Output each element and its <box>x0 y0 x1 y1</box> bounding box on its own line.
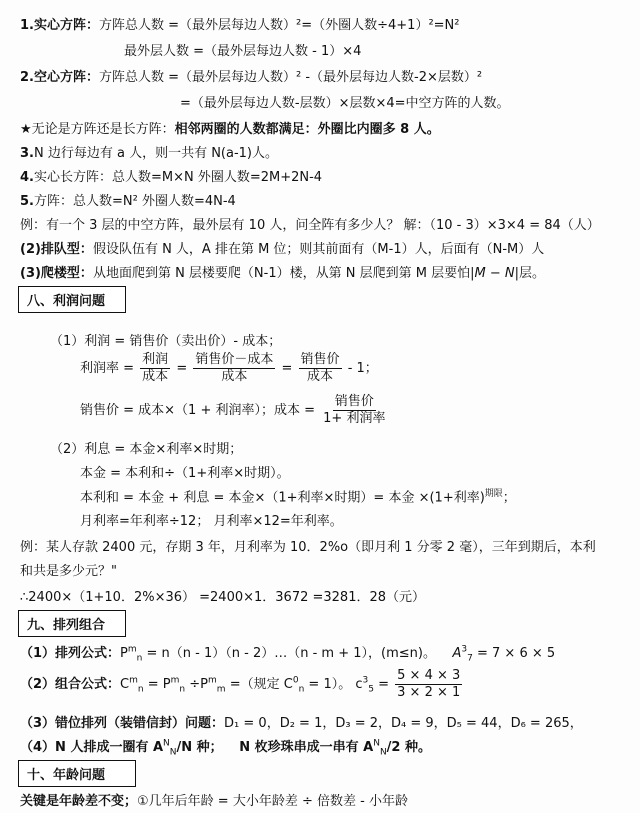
sale-price-formula <box>80 394 389 427</box>
hollow-square-title: 2.空心方阵： <box>20 70 99 85</box>
combination-example-fraction <box>395 668 462 701</box>
queue-type-text: 假设队伍有 N 人，A 排在第 M 位；则其前面有（M-1）人，后面有（N-M）人 <box>92 242 545 257</box>
age-after: ①几年后年龄 = 大小年龄差 ÷ 倍数差 - 小年龄 <box>137 794 408 809</box>
circle-text4: /2 种。 <box>386 740 431 755</box>
section-10-header: 十、年龄问题 <box>18 760 136 787</box>
example-deposit-solution: ∴2400×（1+10．2%×36） =2400×1．3672 =3281．28（元） <box>20 590 426 605</box>
fraction-denominator: 3 × 2 × 1 <box>397 685 461 700</box>
point-3-num: 3. <box>20 146 34 161</box>
stairs-type-end: 层。 <box>518 266 545 281</box>
solid-square-title: 1.实心方阵： <box>20 18 99 33</box>
circular-arrangement: （4）N 人排成一圈有 $A^N_N/N$ 种； N 枚珍珠串成一串有 $A^N_N/2$ 种。 <box>20 738 431 758</box>
age-key: 关键是年龄差不变； <box>20 794 138 809</box>
star-note <box>20 118 440 137</box>
circle-text3: N 枚珍珠串成一串有 A <box>239 740 374 755</box>
fraction-numerator: 销售价 <box>334 394 374 409</box>
combination-text5: = <box>378 677 390 692</box>
fraction-denominator: 成本 <box>142 369 169 384</box>
point-3-text: N 边行每边有 a 人，则一共有 N(a-1)人。 <box>33 146 279 161</box>
hollow-square-formula1: 方阵总人数 =（最外层每边人数）² -（最外层每边人数-2×层数）² <box>98 70 483 85</box>
interest-def: （2）利息 = 本金×利率×时期； <box>50 442 243 457</box>
permutation-text: = n（n - 1）（n - 2）…（n - m + 1），(m≤n)。 <box>146 646 436 661</box>
point-4-num: 4. <box>20 170 34 185</box>
hollow-square-formula2: =（最外层每边人数-层数）×层数×4=中空方阵的人数。 <box>180 96 510 111</box>
section-8-header: 八、利润问题 <box>18 286 126 313</box>
monthly-rate-formula: 月利率=年利率÷12； 月利率×12=年利率。 <box>80 514 343 529</box>
example-hollow-square: 例：有一个 3 层的中空方阵，最外层有 10 人，问全阵有多少人？ 解：（10 - 3）×3×4 = 84（人） <box>20 218 600 233</box>
fraction-denominator: 成本 <box>221 369 248 384</box>
solid-square-formula2: 最外层人数 =（最外层每边人数 - 1）×4 <box>124 44 362 59</box>
combination-text2: ÷P <box>189 677 209 692</box>
profit-def: （1）利润 = 销售价（卖出价）- 成本； <box>50 334 282 349</box>
fraction-cost <box>321 394 387 427</box>
queue-type <box>20 238 544 257</box>
section-9-header: 九、排列组合 <box>18 610 126 637</box>
point-4 <box>20 166 322 185</box>
combination-text3: =（规定 C <box>229 677 293 692</box>
solid-square-formula1: 方阵总人数 =（最外层每边人数）²=（外圈人数÷4+1）²=N² <box>98 18 460 33</box>
derangement-title: （3）错位排列（装错信封）问题： <box>20 716 225 731</box>
fraction-denominator: 1+ 利润率 <box>323 411 386 426</box>
point-3 <box>20 142 278 161</box>
principal-formula: 本金 = 本利和÷（1+利率×时期）。 <box>80 466 290 481</box>
stairs-type-title: (3)爬楼型： <box>20 266 93 281</box>
combination-title: （2）组合公式： <box>20 677 121 692</box>
age-key-line <box>20 790 408 809</box>
total-formula-sup: 期限 <box>484 489 503 499</box>
profit-rate-label: 利润率 = <box>80 361 135 376</box>
star-note-rule: 相邻两圈的人数都满足：外圈比内圈多 8 人。 <box>174 122 440 137</box>
stairs-type <box>20 262 545 281</box>
total-formula-end: ； <box>502 490 516 506</box>
fraction-numerator: 销售价－成本 <box>195 352 274 367</box>
permutation-example-symbol: A <box>452 646 462 661</box>
solid-square-line1 <box>20 14 459 33</box>
fraction-numerator: 销售价 <box>300 352 340 367</box>
permutation-symbol: P <box>120 646 128 661</box>
point-4-text: 实心长方阵：总人数=M×N 外圈人数=2M+2N-4 <box>33 170 323 185</box>
combination-text1: = P <box>147 677 171 692</box>
fraction-sale-minus-cost <box>193 352 275 385</box>
star-note-lead: ★无论是方阵还是长方阵： <box>20 122 175 137</box>
point-5 <box>20 190 236 209</box>
point-5-text: 方阵：总人数=N² 外圈人数=4N-4 <box>33 194 236 209</box>
combination-formula: （2）组合公式：$C^m_n = P^m_n \div P^m_m$ =（规定 $C^0_n = 1$）。 $c^3_5$ = $\frac{5 \times 4 \times 3}{3 \times 2 \times 1}$ <box>20 668 461 700</box>
example-deposit-line1: 例：某人存款 2400 元，存期 3 年，月利率为 10．2%o（即月利 1 分零 2 毫），三年到期后，本利 <box>20 540 596 555</box>
profit-rate-formula: 利润率 = $\frac{\text{利润}}{\text{成本}}$ = $\frac{\text{销售价－成本}}{\text{成本}}$ = $\frac{\text{销售价}}{\text{成本}}$ - 1； <box>80 352 378 384</box>
derangement-values: D₁ = 0，D₂ = 1，D₃ = 2，D₄ = 9，D₅ = 44，D₆ = 265， <box>224 716 583 731</box>
fraction-profit-cost <box>140 352 170 385</box>
hollow-square-line1 <box>20 66 482 85</box>
combination-symbol: C <box>120 677 130 692</box>
combination-text4: = 1）。 c <box>308 677 363 692</box>
queue-type-title: (2)排队型： <box>20 242 93 257</box>
point-5-num: 5. <box>20 194 34 209</box>
fraction-numerator: 利润 <box>142 352 169 367</box>
profit-rate-tail: - 1； <box>347 361 378 376</box>
sale-price-text: 销售价 = 成本×（1 + 利润率）；成本 = <box>80 403 316 418</box>
circle-text1: （4）N 人排成一圈有 A <box>20 740 164 755</box>
stairs-type-text: 从地面爬到第 N 层楼要爬（N-1）楼，从第 N 层爬到第 M 层要怕 <box>92 266 471 281</box>
fraction-numerator: 5 × 4 × 3 <box>397 668 461 683</box>
derangement <box>20 712 583 731</box>
example-deposit-line2: 和共是多少元？" <box>20 564 117 579</box>
permutation-example: = 7 × 6 × 5 <box>477 646 556 661</box>
fraction-sale-cost <box>299 352 342 385</box>
total-formula <box>80 486 516 505</box>
permutation-title: （1）排列公式： <box>20 646 121 661</box>
circle-text2: /N 种； <box>176 740 223 755</box>
permutation-formula: （1）排列公式：$P^m_n = n(n - 1)(n$ - 2）…（n - m + 1），(m≤n)。 $A^3_7 = 7 \times 6 \times 5$ <box>20 644 556 664</box>
total-formula-text: 本利和 = 本金 + 利息 = 本金×（1+利率×时期）= 本金 ×(1+利率) <box>80 490 485 506</box>
stairs-abs: |M − N| <box>470 266 519 281</box>
fraction-denominator: 成本 <box>307 369 334 384</box>
